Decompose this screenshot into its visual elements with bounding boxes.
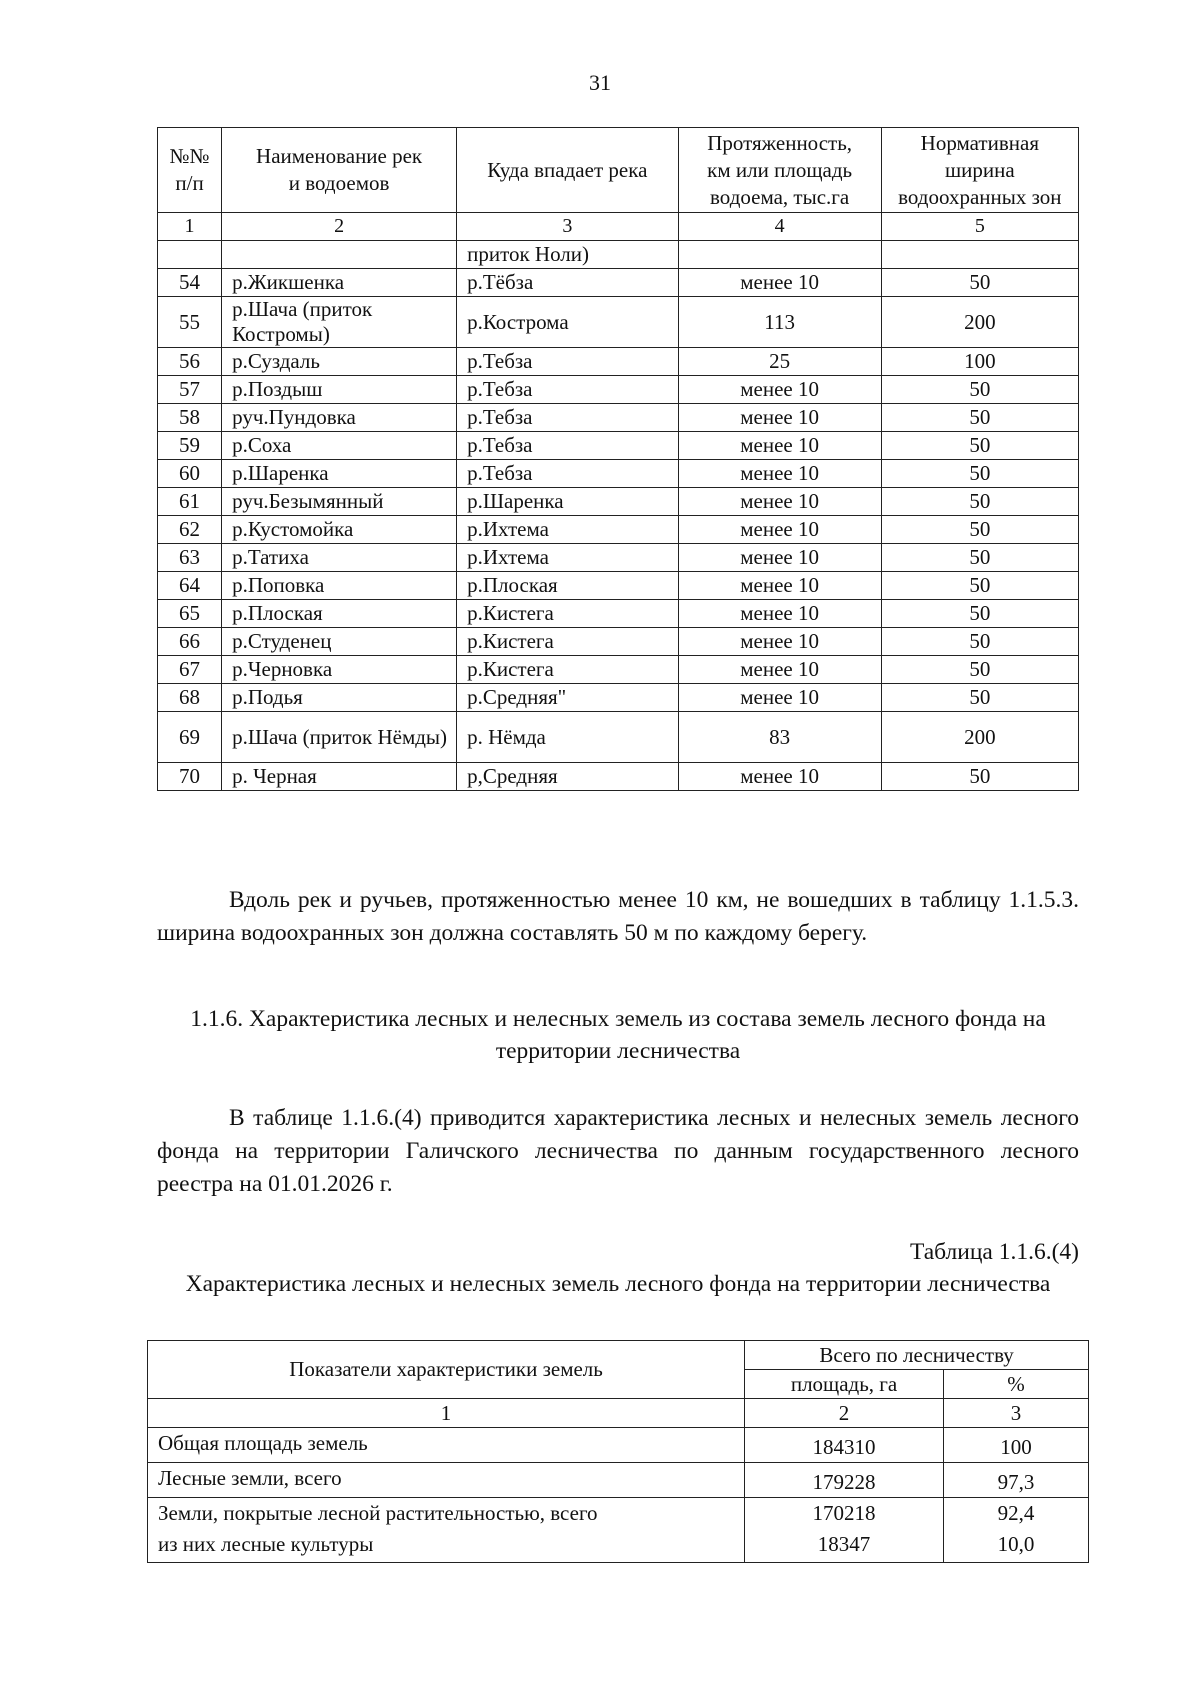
cell-into: р.Тёбза [457, 269, 679, 297]
cell-norm: 50 [881, 684, 1078, 712]
table-row [158, 516, 1079, 544]
cell-len: менее 10 [678, 600, 881, 628]
cell-name: р.Кустомойка [222, 516, 457, 544]
cell-norm: 50 [881, 404, 1078, 432]
cell-norm: 50 [881, 516, 1078, 544]
header-indicator: Показатели характеристики земель [148, 1341, 745, 1399]
table-row [158, 460, 1079, 488]
lands-header-row-1 [148, 1341, 1089, 1370]
cell-name: р.Жикшенка [222, 269, 457, 297]
paragraph-water-zones: Вдоль рек и ручьев, протяженностью менее 10 км, не вошедших в таблицу 1.1.5.3. ширина водоохранных зон должна составлять 50 м по каждому берегу. [157, 887, 1079, 946]
cell-into: р.Ихтема [457, 544, 679, 572]
cell-num: 59 [158, 432, 222, 460]
table-row [158, 544, 1079, 572]
cell-norm: 200 [881, 297, 1078, 348]
cell-num: 63 [158, 544, 222, 572]
cell-len: менее 10 [678, 269, 881, 297]
table-row [158, 684, 1079, 712]
cell-norm: 50 [881, 460, 1078, 488]
table-row [158, 763, 1079, 791]
table-row [158, 376, 1079, 404]
table-row [158, 712, 1079, 763]
rivers-continuation-row [158, 241, 1079, 269]
cell-norm: 50 [881, 600, 1078, 628]
cell-num: 64 [158, 572, 222, 600]
header-num: №№ п/п [158, 128, 222, 213]
table-row [158, 404, 1079, 432]
table-row [158, 656, 1079, 684]
cell-len: менее 10 [678, 376, 881, 404]
header-norm-width: Нормативная ширина водоохранных зон [881, 128, 1078, 213]
rivers-index-row: 1 2 3 4 5 [158, 213, 1079, 241]
cell-name: р.Черновка [222, 656, 457, 684]
section-heading: 1.1.6. Характеристика лесных и нелесных земель из состава земель лесного фонда на территории лесничества [190, 1006, 1046, 1064]
cell-name: р.Поздыш [222, 376, 457, 404]
cell-name: р.Шача (приток Костромы) [222, 297, 457, 348]
cell-num: 62 [158, 516, 222, 544]
table-caption: Характеристика лесных и нелесных земель лесного фонда на территории лесничества [185, 1271, 1051, 1297]
cell-name: р.Татиха [222, 544, 457, 572]
cell-into: р,Средняя [457, 763, 679, 791]
cell-norm: 50 [881, 544, 1078, 572]
cell-norm: 100 [881, 348, 1078, 376]
cell-name: р.Подья [222, 684, 457, 712]
cell-len: менее 10 [678, 544, 881, 572]
rivers-header-row [158, 128, 1079, 213]
cell-name: руч.Безымянный [222, 488, 457, 516]
table-row [158, 269, 1079, 297]
cell-len: менее 10 [678, 432, 881, 460]
header-name: Наименование рек и водоемов [222, 128, 457, 213]
lands-index-row: 1 2 3 [148, 1399, 1089, 1428]
lands-table [147, 1340, 1089, 1563]
cell-into: р.Плоская [457, 572, 679, 600]
cell-num: 57 [158, 376, 222, 404]
cell-num: 67 [158, 656, 222, 684]
cell-into: р.Средняя" [457, 684, 679, 712]
cell-len: 25 [678, 348, 881, 376]
cell-into: р.Кострома [457, 297, 679, 348]
cell-len: менее 10 [678, 488, 881, 516]
page-number: 31 [589, 70, 611, 95]
cell-len: менее 10 [678, 572, 881, 600]
cell-len: менее 10 [678, 460, 881, 488]
cell-into: р. Нёмда [457, 712, 679, 763]
table-row [158, 297, 1079, 348]
cell-name: р.Суздаль [222, 348, 457, 376]
header-length: Протяженность, км или площадь водоема, тыс.га [678, 128, 881, 213]
cell-norm: 50 [881, 488, 1078, 516]
cell-norm: 50 [881, 572, 1078, 600]
header-percent: % [943, 1370, 1088, 1399]
cell-into: р.Тебза [457, 376, 679, 404]
cell-name: р.Соха [222, 432, 457, 460]
cell-len: 83 [678, 712, 881, 763]
cell-into: р.Кистега [457, 656, 679, 684]
table-row: Земли, покрытые лесной растительностью, всего из них лесные культуры 170218 18347 92,4 10,0 [148, 1498, 1089, 1563]
cell-norm: 50 [881, 763, 1078, 791]
cell-len: 113 [678, 297, 881, 348]
cell-len: менее 10 [678, 763, 881, 791]
header-area: площадь, га [745, 1370, 944, 1399]
cell-num: 65 [158, 600, 222, 628]
cell-into: р.Ихтема [457, 516, 679, 544]
cell-name: р. Черная [222, 763, 457, 791]
cell-into: р.Кистега [457, 600, 679, 628]
cell-into: р.Шаренка [457, 488, 679, 516]
cell-name: р.Поповка [222, 572, 457, 600]
cell-name: руч.Пундовка [222, 404, 457, 432]
continuation-text: приток Ноли) [457, 241, 679, 269]
table-row [158, 572, 1079, 600]
cell-num: 61 [158, 488, 222, 516]
table-row: Общая площадь земель 184310 100 [148, 1428, 1089, 1463]
cell-into: р.Тебза [457, 432, 679, 460]
cell-len: менее 10 [678, 404, 881, 432]
cell-len: менее 10 [678, 516, 881, 544]
cell-name: р.Студенец [222, 628, 457, 656]
cell-into: р.Тебза [457, 460, 679, 488]
cell-norm: 50 [881, 269, 1078, 297]
cell-num: 66 [158, 628, 222, 656]
table-label: Таблица 1.1.6.(4) [909, 1239, 1079, 1265]
cell-num: 58 [158, 404, 222, 432]
cell-norm: 50 [881, 432, 1078, 460]
table-row [158, 628, 1079, 656]
cell-norm: 50 [881, 656, 1078, 684]
rivers-table [157, 127, 1079, 791]
header-into: Куда впадает река [457, 128, 679, 213]
table-row [158, 348, 1079, 376]
cell-len: менее 10 [678, 628, 881, 656]
cell-name: р.Шаренка [222, 460, 457, 488]
cell-num: 68 [158, 684, 222, 712]
table-row [158, 488, 1079, 516]
cell-len: менее 10 [678, 684, 881, 712]
header-total: Всего по лесничеству [745, 1341, 1089, 1370]
table-row [158, 432, 1079, 460]
cell-norm: 50 [881, 628, 1078, 656]
cell-num: 56 [158, 348, 222, 376]
cell-norm: 200 [881, 712, 1078, 763]
cell-name: р.Плоская [222, 600, 457, 628]
cell-num: 69 [158, 712, 222, 763]
cell-num: 70 [158, 763, 222, 791]
cell-num: 55 [158, 297, 222, 348]
cell-num: 60 [158, 460, 222, 488]
cell-len: менее 10 [678, 656, 881, 684]
cell-name: р.Шача (приток Нёмды) [222, 712, 457, 763]
cell-into: р.Кистега [457, 628, 679, 656]
paragraph-table-intro: В таблице 1.1.6.(4) приводится характеристика лесных и нелесных земель лесного фонда на территории Галичского лесничества по данным государственного лесного реестра на 01.01.2026 г. [157, 1105, 1079, 1197]
cell-norm: 50 [881, 376, 1078, 404]
cell-into: р.Тебза [457, 348, 679, 376]
table-row [158, 600, 1079, 628]
cell-into: р.Тебза [457, 404, 679, 432]
table-row: Лесные земли, всего 179228 97,3 [148, 1463, 1089, 1498]
cell-num: 54 [158, 269, 222, 297]
